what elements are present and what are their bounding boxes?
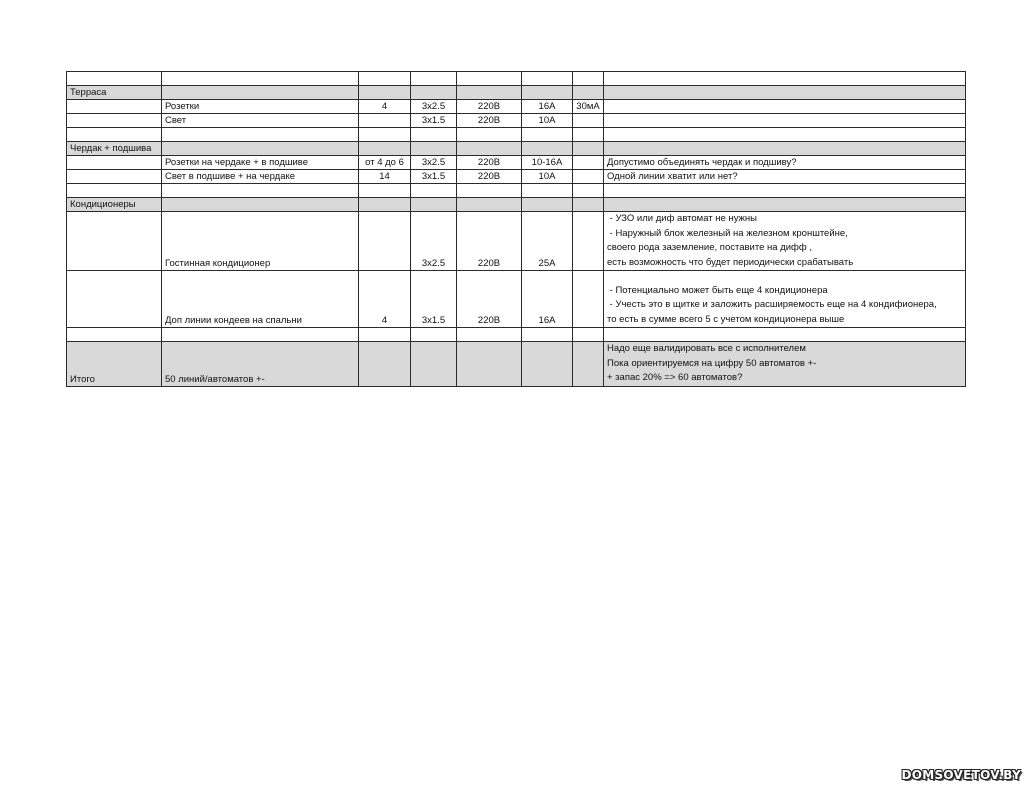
line-name-cell[interactable]: Свет в подшиве + на чердаке <box>162 170 359 184</box>
cable-cell[interactable]: 3x1.5 <box>411 170 457 184</box>
section-row-terrace <box>67 86 966 100</box>
table-row <box>67 212 966 271</box>
note-cell[interactable]: Допустимо объединять чердак и подшиву? <box>604 156 966 170</box>
section-label[interactable]: Терраса <box>67 86 162 100</box>
note-text: - Потенциально может быть еще 4 кондиционера - Учесть это в щитке и заложить расширяемость еще на 4 кондифионера, то есть в сумме всего 5 с учетом кондиционера выше <box>607 284 937 325</box>
count-cell[interactable]: 4 <box>359 271 411 328</box>
voltage-cell[interactable]: 220В <box>457 156 522 170</box>
electrical-spreadsheet <box>66 71 966 387</box>
voltage-cell[interactable]: 220В <box>457 114 522 128</box>
table-row <box>67 100 966 114</box>
voltage-cell[interactable]: 220В <box>457 100 522 114</box>
total-value[interactable]: 50 линий/автоматов +- <box>162 342 359 387</box>
watermark-logo: DOMSOVETOV.BY <box>901 768 1021 782</box>
line-name-cell[interactable]: Розетки <box>162 100 359 114</box>
total-note-cell[interactable] <box>604 342 966 387</box>
note-text: - УЗО или диф автомат не нужны - Наружный блок железный на железном кронштейне, своего рода заземление, поставите на дифф , есть возможность что будет периодически срабатывать <box>607 213 854 268</box>
amperage-cell[interactable]: 10-16А <box>522 156 573 170</box>
rcd-cell[interactable]: 30мА <box>573 100 604 114</box>
line-name-cell[interactable]: Свет <box>162 114 359 128</box>
amperage-cell[interactable]: 16А <box>522 271 573 328</box>
cable-cell[interactable]: 3x2.5 <box>411 156 457 170</box>
voltage-cell[interactable]: 220В <box>457 212 522 271</box>
voltage-cell[interactable]: 220В <box>457 271 522 328</box>
amperage-cell[interactable]: 10А <box>522 114 573 128</box>
note-cell[interactable] <box>604 271 966 328</box>
amperage-cell[interactable]: 25А <box>522 212 573 271</box>
table-row <box>67 170 966 184</box>
amperage-cell[interactable]: 16А <box>522 100 573 114</box>
voltage-cell[interactable]: 220В <box>457 170 522 184</box>
total-row <box>67 342 966 387</box>
line-name-cell[interactable]: Доп линии кондеев на спальни <box>162 271 359 328</box>
cable-cell[interactable]: 3x1.5 <box>411 114 457 128</box>
cable-cell[interactable]: 3x1.5 <box>411 271 457 328</box>
blank-row <box>67 328 966 342</box>
section-label[interactable]: Чердак + подшива <box>67 142 162 156</box>
section-row-attic <box>67 142 966 156</box>
section-row-ac <box>67 198 966 212</box>
total-note-text: Надо еще валидировать все с исполнителем Пока ориентируемся на цифру 50 автоматов +- + запас 20% => 60 автоматов? <box>607 343 817 383</box>
note-cell[interactable]: Одной линии хватит или нет? <box>604 170 966 184</box>
count-cell[interactable]: 4 <box>359 100 411 114</box>
table-row <box>67 156 966 170</box>
blank-row <box>67 128 966 142</box>
cable-cell[interactable]: 3x2.5 <box>411 212 457 271</box>
note-cell[interactable] <box>604 212 966 271</box>
cable-cell[interactable]: 3x2.5 <box>411 100 457 114</box>
count-cell[interactable]: от 4 до 6 <box>359 156 411 170</box>
blank-row <box>67 72 966 86</box>
line-name-cell[interactable]: Розетки на чердаке + в подшиве <box>162 156 359 170</box>
section-label[interactable]: Кондиционеры <box>67 198 162 212</box>
line-name-cell[interactable]: Гостинная кондиционер <box>162 212 359 271</box>
count-cell[interactable]: 14 <box>359 170 411 184</box>
amperage-cell[interactable]: 10А <box>522 170 573 184</box>
table-row <box>67 114 966 128</box>
total-label[interactable]: Итого <box>67 342 162 387</box>
table-row <box>67 271 966 328</box>
blank-row <box>67 184 966 198</box>
